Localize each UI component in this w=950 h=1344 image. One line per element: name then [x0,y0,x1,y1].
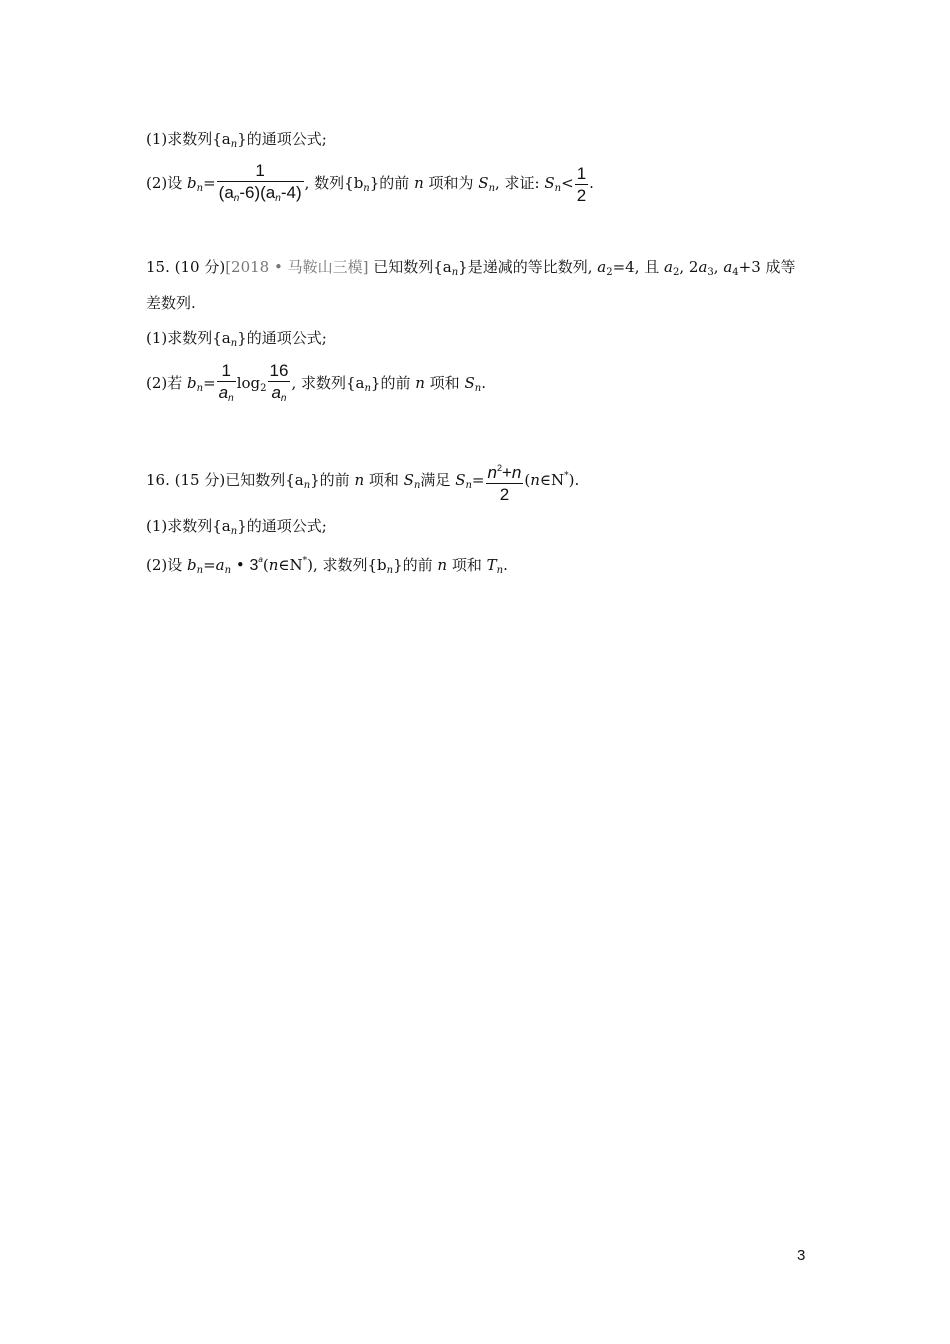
p15-fraction-2: $\frac{16}{a_n}$ [268,361,291,408]
page-number: 3 [797,1247,806,1264]
p15-part1: (1)求数列$\{a_n\}$的通项公式; [146,329,327,349]
p15-part2: (2)若 $b_n=$ $\frac{1}{a_n}$ $\log_2$ $\frac{16}{a_n}$ , 求数列$\{a_n\}$的前 n 项和 $S_n$. [146,359,486,413]
p16-part2: (2)设 $b_n=a_n$ • 3$^a$(n∈N*), 求数列$\{b_n\}$的前 n 项和 $T_n$. [146,555,508,576]
p14-part1: (1)求数列$\{a_n\}$的通项公式; [146,130,327,150]
p15-stem-line2: 差数列. [146,294,196,312]
p15-stem: 15. (10 分)[2018 • 马鞍山三模] 已知数列$\{a_n\}$是递减的等比数列, $a_2=4$, 且 $a_2$, $2a_3$, $a_4+3$ 成等 [146,258,796,278]
p14-half: $\frac{1}{2}$ [576,163,587,205]
p15-source: [2018 • 马鞍山三模] [225,258,369,276]
p16-fraction: $\frac{n^2+n}{2}$ [487,462,522,504]
p14-fraction: $\frac{1}{(a_n-6)(a_n-4)}$ [217,161,304,208]
p14-part2: (2)设 $b_n=$ $\frac{1}{(a_n-6)(a_n-4)}$ , 数列$\{b_n\}$的前 n 项和为 $S_n$, 求证: $S_n<$ $\frac{1}{2}$ . [146,160,594,212]
p16-stem: 16. (15 分)已知数列$\{a_n\}$的前 n 项和 $S_n$满足 $S_n=$ $\frac{n^2+n}{2}$ (n∈N*). [146,452,579,510]
p15-fraction-1: $\frac{1}{a_n}$ [217,361,236,408]
p16-part1: (1)求数列$\{a_n\}$的通项公式; [146,517,327,537]
